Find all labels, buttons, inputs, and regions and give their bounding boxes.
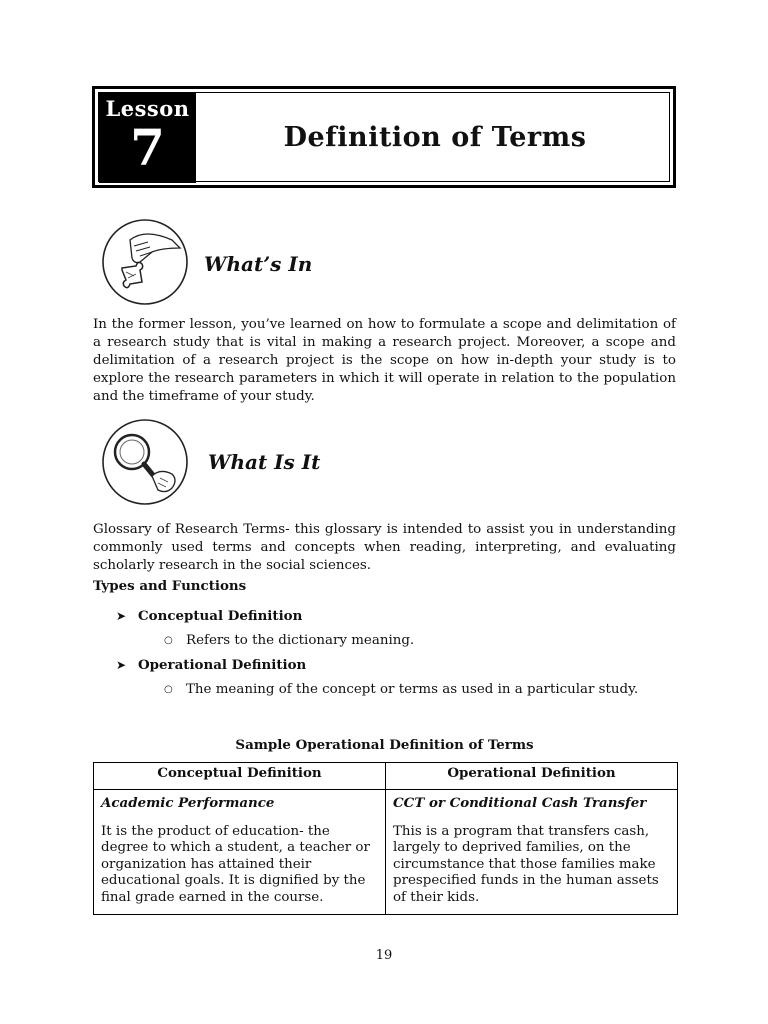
lesson-label: Lesson [105, 96, 190, 121]
table-row [94, 790, 678, 915]
puzzle-hand-icon [100, 218, 190, 306]
table-header-conceptual: Conceptual Definition [94, 763, 386, 790]
list-sub-item-text: Refers to the dictionary meaning. [186, 633, 415, 648]
lesson-header [92, 86, 676, 188]
lesson-badge [99, 93, 196, 183]
term-definition: It is the product of education- the degree to which a student, a teacher or organization has attained their educational goals. It is dignified by the final grade earned in the course. [101, 823, 370, 905]
what-is-it-paragraph: Glossary of Research Terms- this glossary is intended to assist you in understanding commonly used terms and concepts when reading, interpreting, and evaluating scholarly research in the social sciences. [93, 522, 676, 573]
list-sub-item [164, 682, 638, 697]
term-definition: This is a program that transfers cash, largely to deprived families, on the circumstance that those families make prespecified funds in the human assets of their kids. [393, 823, 659, 905]
table-caption: Sample Operational Definition of Terms [235, 737, 534, 753]
list-item [116, 657, 306, 673]
what-is-it-heading: What Is It [208, 450, 321, 474]
table-cell-conceptual [94, 790, 386, 915]
types-heading: Types and Functions [93, 578, 247, 594]
circle-bullet-icon: ○ [164, 635, 173, 646]
table-header-operational: Operational Definition [386, 763, 678, 790]
arrow-bullet-icon: ➤ [116, 658, 127, 672]
whats-in-heading: What’s In [204, 252, 313, 276]
list-sub-item-text: The meaning of the concept or terms as used in a particular study. [186, 682, 639, 697]
lesson-number: 7 [130, 118, 165, 177]
term-name: Academic Performance [101, 795, 275, 811]
table-header-row [94, 763, 678, 790]
arrow-bullet-icon: ➤ [116, 609, 127, 623]
list-item [116, 608, 302, 624]
list-item-label: Conceptual Definition [138, 608, 303, 624]
list-item-label: Operational Definition [138, 657, 307, 673]
magnifying-glass-icon [100, 418, 190, 506]
circle-bullet-icon: ○ [164, 684, 173, 695]
table-cell-operational [386, 790, 678, 915]
whats-in-paragraph: In the former lesson, you’ve learned on how to formulate a scope and delimitation of a research study that is vital in making a research project. Moreover, a scope and delimitation of a research project is the scope on how in-depth your study is to explore the research parameters in which it will operate in relation to the population and the timeframe of your study. [93, 317, 676, 404]
page-number: 19 [375, 948, 393, 963]
definition-table [93, 762, 678, 915]
lesson-title: Definition of Terms [283, 121, 587, 153]
list-sub-item [164, 633, 414, 648]
term-name: CCT or Conditional Cash Transfer [393, 795, 647, 811]
